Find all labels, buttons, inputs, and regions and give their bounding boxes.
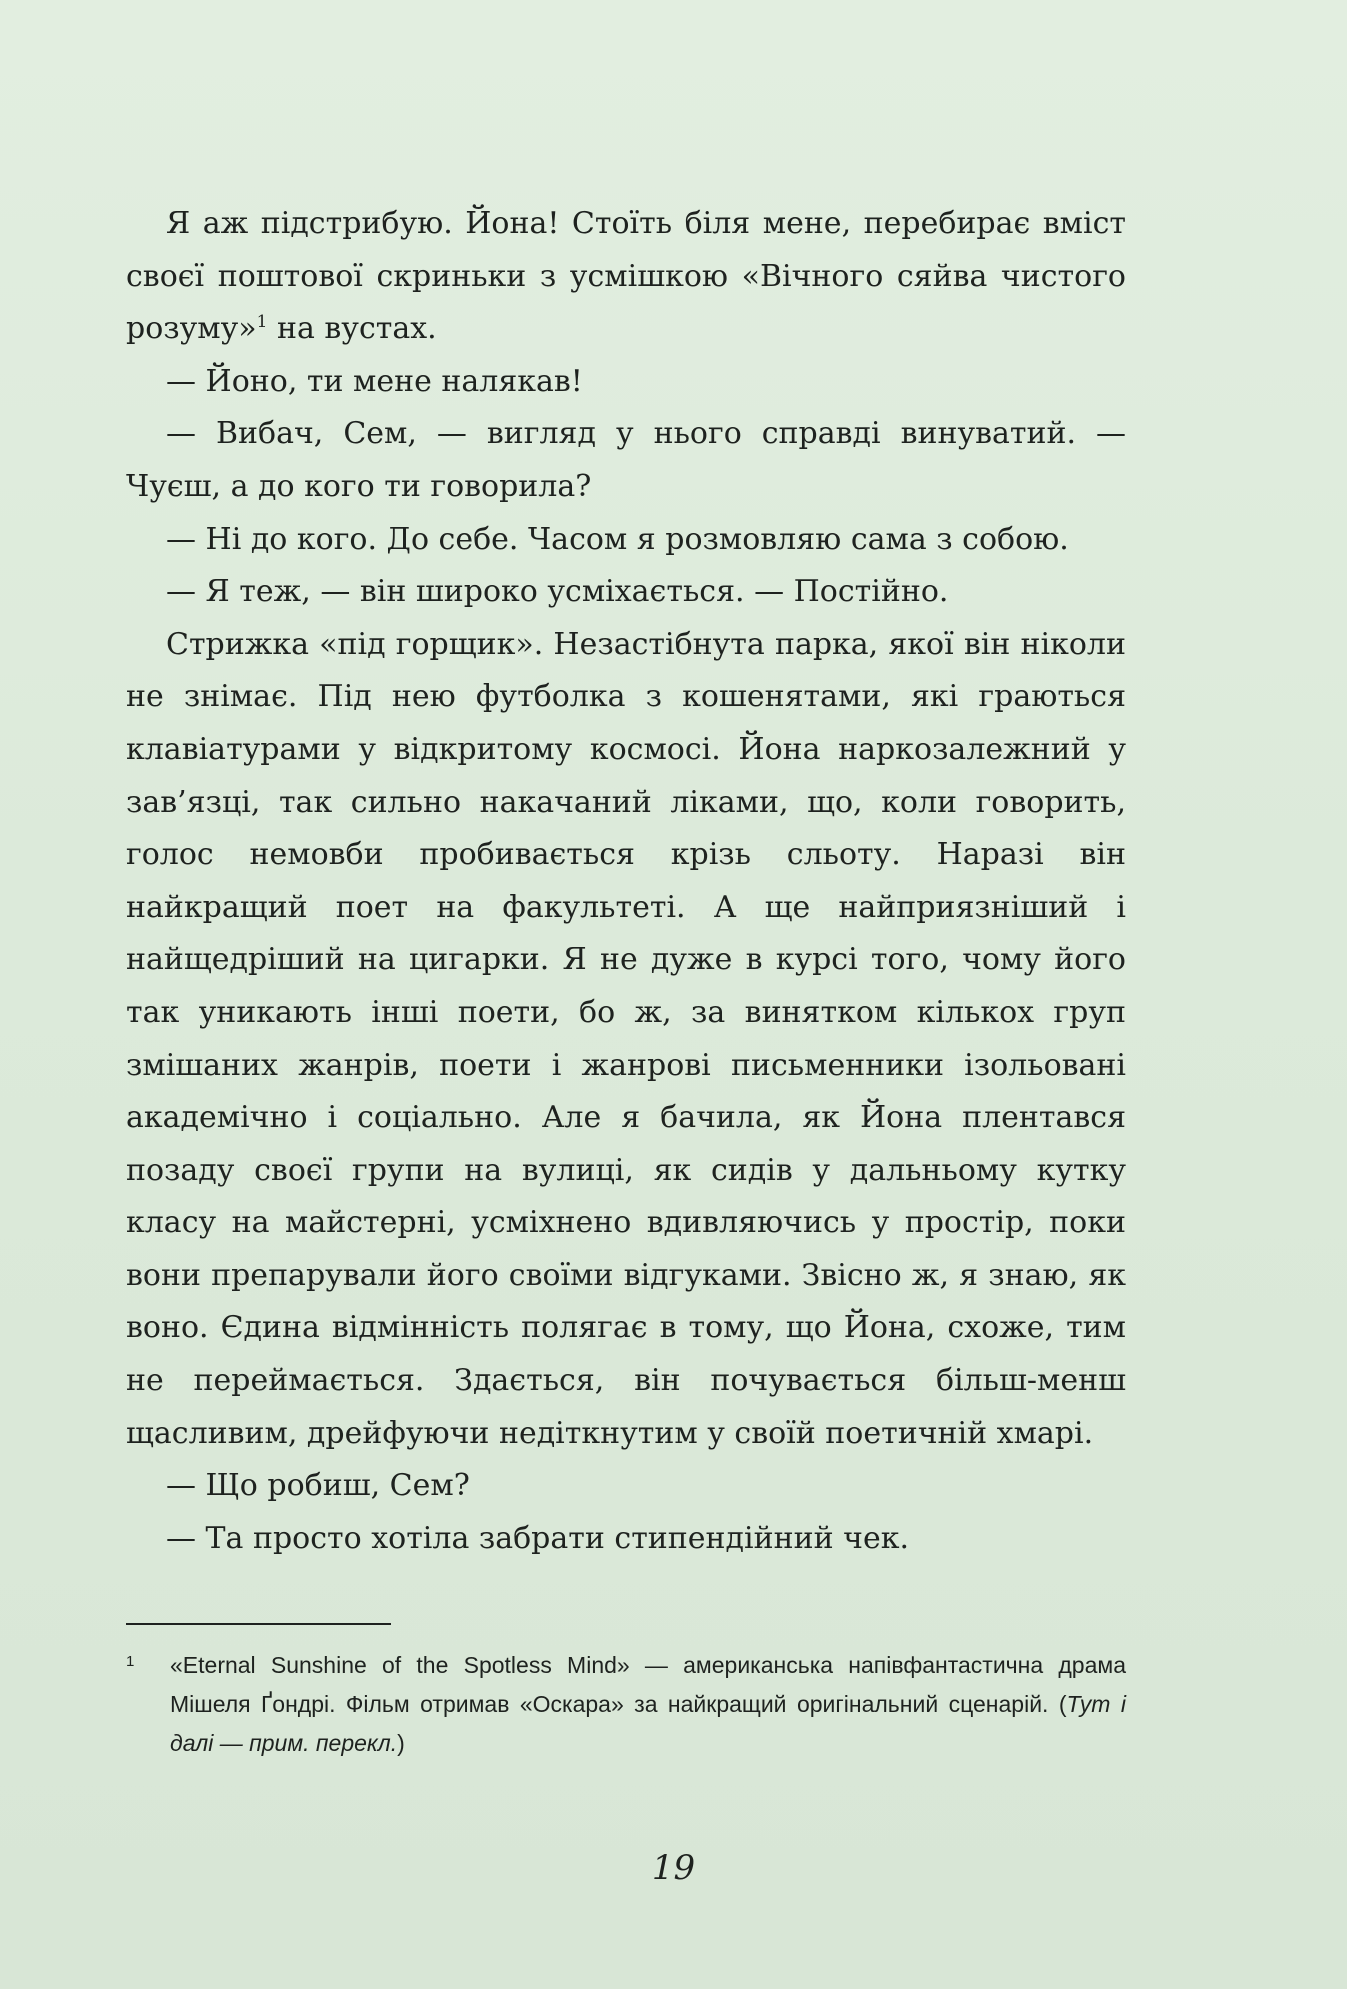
paragraph-1-end: на вустах.	[267, 311, 437, 347]
paragraph-2: — Йоно, ти мене налякав!	[166, 363, 583, 399]
paragraph-7: — Що робиш, Сем?	[166, 1468, 470, 1504]
footnote-italic-note: Тут і далі — прим. перекл.	[170, 1691, 1126, 1756]
footnote	[126, 1646, 1126, 1763]
paragraph-6: Стрижка «під горщик». Незастібнута парка, якої він ніколи не знімає. Під нею футболка з кошенятами, які граються клавіатурами у відкритому космосі. Йона наркозалежний у зав’язці, так сильно накачаний ліками, що, коли говорить, голос немовби пробивається крізь сльоту. Наразі він найкращий поет на факультеті. А ще найприязніший і найщедріший на цигарки. Я не дуже в курсі того, чому його так уникають інші поети, бо ж, за винятком кількох груп змішаних жанрів, поети і жанрові письменники ізольовані академічно і соціально. Але я бачила, як Йона плентався позаду своєї групи на вулиці, як сидів у дальньому кутку класу на майстерні, усміхнено вдивляючись у простір, поки вони препарували його своїми відгуками. Звісно ж, я знаю, як воно. Єдина відмінність полягає в тому, що Йона, схоже, тим не переймається. Здається, він почувається більш-менш щасливим, дрейфуючи недіткнутим у своїй поетичній хмарі.	[126, 626, 1126, 1451]
footnote-divider	[126, 1623, 391, 1625]
footnote-main: «Eternal Sunshine of the Spotless Mind» — американська напівфантастична драма Мішеля Ґондрі. Фільм отримав «Оскара» за найкращий оригінальний сценарій. (	[170, 1652, 1126, 1717]
footnote-reference[interactable]: 1	[256, 312, 268, 333]
page-number: 19	[651, 1848, 696, 1888]
footnote-text	[170, 1646, 1126, 1763]
footnote-number: 1	[126, 1653, 135, 1670]
paragraph-1	[126, 198, 1126, 356]
paragraph-5: — Я теж, — він широко усміхається. — Постійно.	[166, 574, 949, 610]
paragraph-3: — Вибач, Сем, — вигляд у нього справді винуватий. — Чуєш, а до кого ти говорила?	[126, 416, 1126, 504]
paragraph-8: — Та просто хотіла забрати стипендійний чек.	[166, 1520, 909, 1556]
paragraph-4: — Ні до кого. До себе. Часом я розмовляю сама з собою.	[166, 521, 1069, 557]
paragraph-1-start: Я аж підстрибую. Йона! Стоїть біля мене, перебирає вміст своєї поштової скриньки з усмішкою «Вічного сяйва чистого розуму»	[126, 206, 1126, 347]
main-text	[126, 198, 1126, 1565]
footnote-close: )	[397, 1730, 405, 1756]
